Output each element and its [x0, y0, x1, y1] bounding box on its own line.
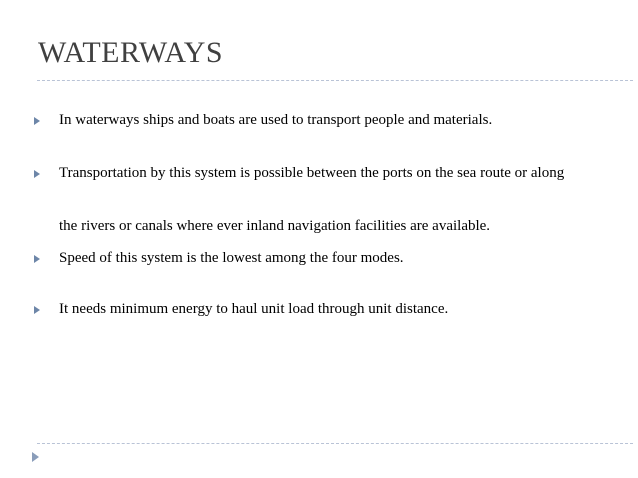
bullet-item: [59, 291, 619, 327]
corner-triangle-icon: [32, 452, 39, 462]
bullet-item: [59, 240, 619, 276]
bullet-marker-icon: [34, 117, 40, 125]
bullet-item: [59, 155, 619, 244]
bullet-item: [59, 102, 619, 138]
footer-divider: [37, 443, 633, 444]
bullet-marker-icon: [34, 306, 40, 314]
slide-title: WATERWAYS: [38, 36, 224, 69]
bullet-line: Speed of this system is the lowest among the four modes.: [59, 250, 404, 266]
bullet-marker-icon: [34, 170, 40, 178]
bullet-marker-icon: [34, 255, 40, 263]
bullet-line: It needs minimum energy to haul unit load through unit distance.: [59, 301, 449, 317]
bullet-line: the rivers or canals where ever inland navigation facilities are available.: [59, 218, 491, 234]
bullet-line: In waterways ships and boats are used to transport people and materials.: [59, 112, 493, 128]
bullet-line: Transportation by this system is possible between the ports on the sea route or along: [59, 165, 565, 181]
